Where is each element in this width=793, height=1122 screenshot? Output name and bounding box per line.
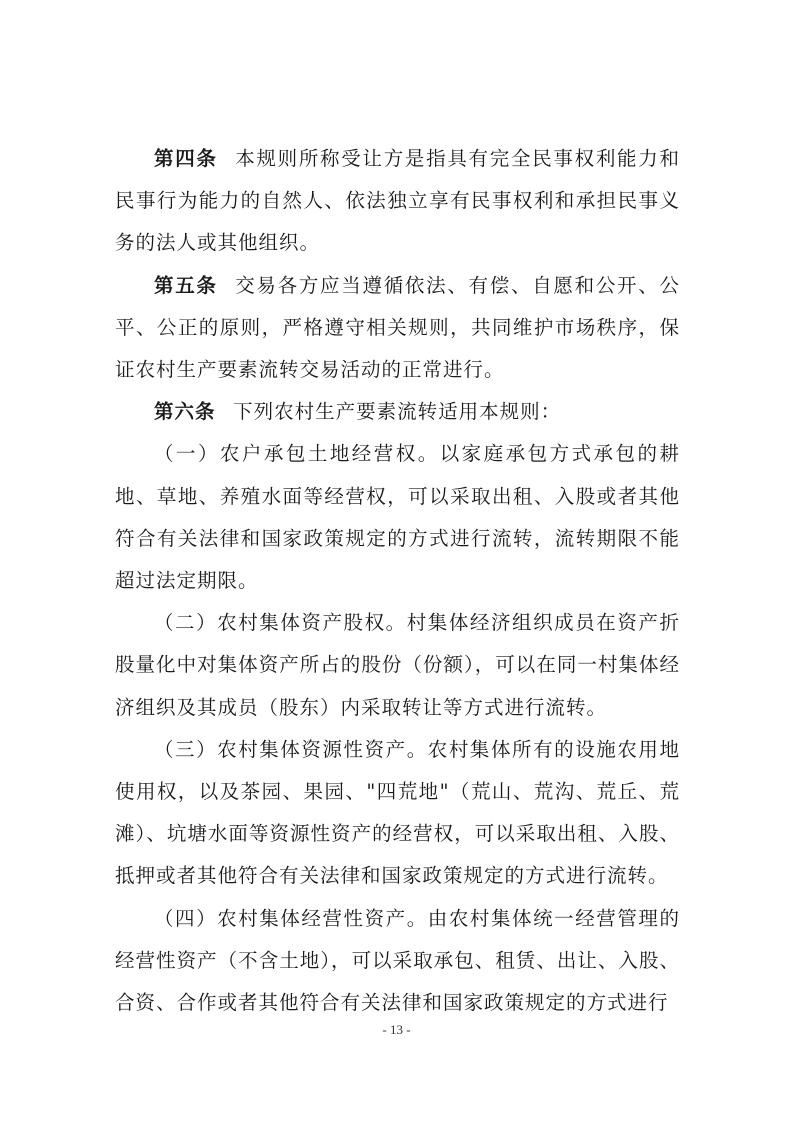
- article-5-title: 第五条: [154, 273, 218, 297]
- article-6-text: 下列农村生产要素流转适用本规则：: [233, 400, 562, 424]
- item-2-paragraph: [115, 602, 680, 729]
- article-4-text: 本规则所称受让方是指具有完全民事权利能力和民事行为能力的自然人、依法独立享有民事权利和承担民事义务的法人或其他组织。: [115, 147, 680, 255]
- item-1-paragraph: [115, 433, 680, 602]
- article-6-title: 第六条: [154, 400, 216, 424]
- document-body: [115, 138, 680, 1024]
- item-2-text: （二）农村集体资产股权。村集体经济组织成员在资产折股量化中对集体资产所占的股份（份额），可以在同一村集体经济组织及其成员（股东）内采取转让等方式进行流转。: [115, 611, 680, 719]
- article-6-paragraph: [115, 391, 680, 433]
- article-4-paragraph: [115, 138, 680, 265]
- item-3-text: （三）农村集体资源性资产。农村集体所有的设施农用地使用权，以及茶园、果园、"四荒地"（荒山、荒沟、荒丘、荒滩）、坑塘水面等资源性资产的经营权，可以采取出租、入股、抵押或者其他符合有关法律和国家政策规定的方式进行流转。: [115, 737, 680, 888]
- page-number: - 13 -: [382, 1022, 411, 1037]
- article-5-text: 交易各方应当遵循依法、有偿、自愿和公开、公平、公正的原则，严格遵守相关规则，共同维护市场秩序，保证农村生产要素流转交易活动的正常进行。: [115, 273, 680, 382]
- item-1-text: （一）农户承包土地经营权。以家庭承包方式承包的耕地、草地、养殖水面等经营权，可以采取出租、入股或者其他符合有关法律和国家政策规定的方式进行流转，流转期限不能超过法定期限。: [115, 442, 680, 593]
- article-5-paragraph: [115, 265, 680, 392]
- article-4-title: 第四条: [154, 147, 218, 170]
- item-4-text: （四）农村集体经营性资产。由农村集体统一经营管理的经营性资产（不含土地），可以采取承包、租赁、出让、入股、合资、合作或者其他符合有关法律和国家政策规定的方式进行: [115, 906, 680, 1015]
- item-4-paragraph: [115, 898, 680, 1025]
- item-3-paragraph: [115, 729, 680, 898]
